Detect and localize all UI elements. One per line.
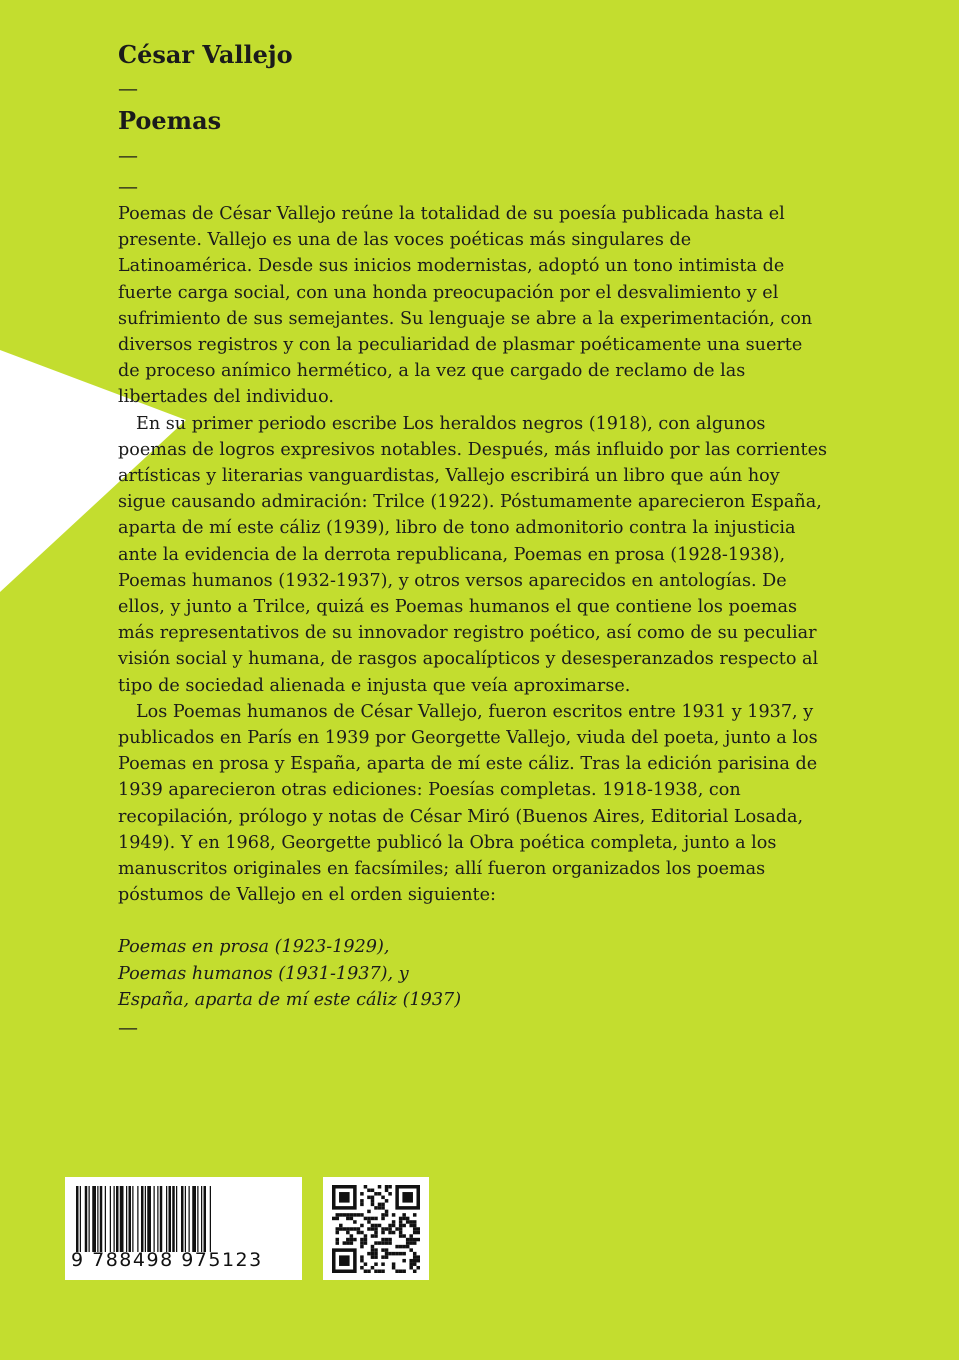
work-list-item: Poemas humanos (1931-1937), y: [118, 963, 409, 984]
separator-dash: —: [118, 76, 138, 100]
barcode-bars: [76, 1186, 292, 1252]
synopsis-paragraph-1: Poemas de César Vallejo reúne la totalidad de su poesía publicada hasta el presente. Vallejo es una de las voces poéticas más singulares de Latinoamérica. Desde sus inicios modernistas, adoptó un tono intimista de fuerte carga social, con una honda preocupación por el desvalimiento y el sufrimiento de sus semejantes. Su lenguaje se abre a la experimentación, con diversos registros y con la peculiaridad de plasmar poéticamente una suerte de proceso anímico hermético, a la vez que cargado de reclamo de las libertades del individuo.: [118, 204, 813, 408]
separator-dash: —: [118, 143, 138, 167]
synopsis-paragraph-3: Los Poemas humanos de César Vallejo, fueron escritos entre 1931 y 1937, y publicados en París en 1939 por Georgette Vallejo, viuda del poeta, junto a los Poemas en prosa y España, aparta de mí este cáliz. Tras la edición parisina de 1939 aparecieron otras ediciones: Poesías completas. 1918-1938, con recopilación, prólogo y notas de César Miró (Buenos Aires, Editorial Losada, 1949). Y en 1968, Georgette publicó la Obra poética completa, junto a los manuscritos originales en facsímiles; allí fueron organizados los poemas póstumos de Vallejo en el orden siguiente:: [118, 701, 818, 906]
synopsis-text: [118, 201, 828, 1040]
book-title: Poemas: [118, 106, 222, 135]
author-name: César Vallejo: [118, 40, 293, 69]
separator-dash: —: [118, 174, 138, 198]
synopsis-paragraph-2: En su primer periodo escribe Los heraldos negros (1918), con algunos poemas de logros expresivos notables. Después, más influido por las corrientes artísticas y literarias vanguardistas, Vallejo escribirá un libro que aún hoy sigue causando admiración: Trilce (1922). Póstumamente aparecieron España, aparta de mí este cáliz (1939), libro de tono admonitorio contra la injusticia ante la evidencia de la derrota republicana, Poemas en prosa (1928-1938), Poemas humanos (1932-1937), y otros versos aparecidos en antologías. De ellos, y junto a Trilce, quizá es Poemas humanos el que contiene los poemas más representativos de su innovador registro poético, así como de su peculiar visión social y humana, de rasgos apocalípticos y desesperanzados respecto al tipo de sociedad alienada e injusta que veía aproximarse.: [118, 413, 828, 696]
separator-dash: —: [118, 1015, 138, 1040]
isbn-number: 9 788498 975123: [71, 1249, 263, 1271]
qr-code-pattern: [332, 1185, 420, 1273]
work-list-item: Poemas en prosa (1923-1929),: [118, 937, 390, 958]
qr-code: [323, 1177, 429, 1280]
work-list-item: España, aparta de mí este cáliz (1937): [118, 989, 462, 1010]
isbn-barcode: [65, 1177, 302, 1280]
